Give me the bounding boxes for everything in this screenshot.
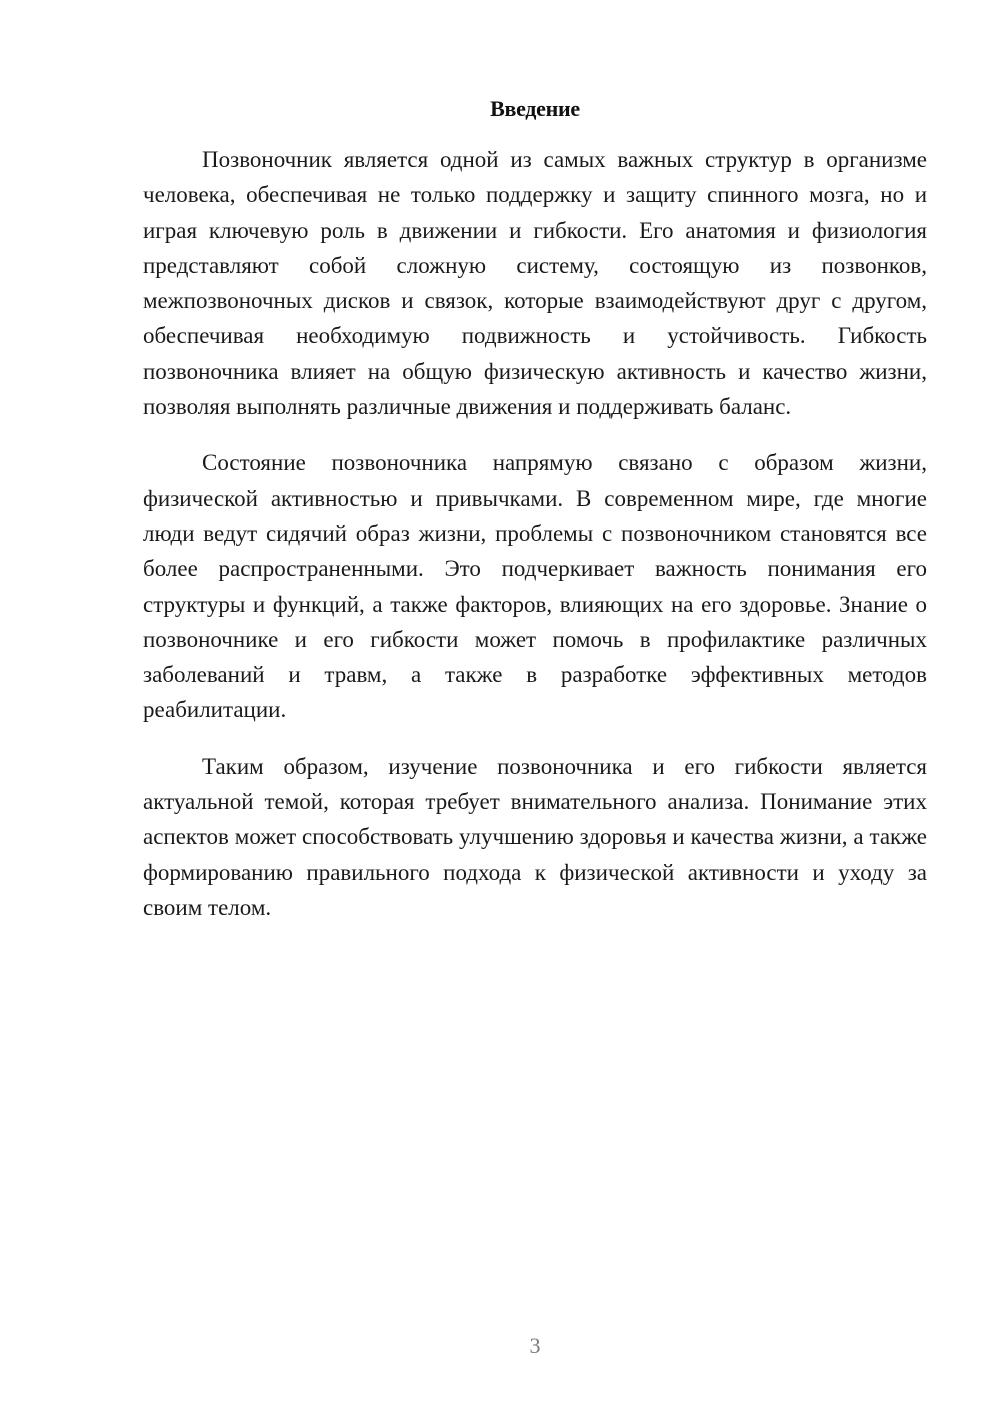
section-heading: Введение — [490, 96, 580, 121]
page-number: 3 — [529, 1333, 541, 1358]
paragraph-1: Позвоночник является одной из самых важных структур в организме человека, обеспечивая не только поддержку и защиту спинного мозга, но и играя ключевую роль в движении и гибкости. Его анатомия и физиология представляют собой сложную систему, состоящую из позвонков, межпозвоночных дисков и связок, которые взаимодействуют друг с другом, обеспечивая необходимую подвижность и устойчивость. Гибкость позвоночника влияет на общую физическую активность и качество жизни, позволяя выполнять различные движения и поддерживать баланс. — [143, 147, 927, 420]
paragraph-3: Таким образом, изучение позвоночника и его гибкости является актуальной темой, которая требует внимательного анализа. Понимание этих аспектов может способствовать улучшению здоровья и качества жизни, а также формированию правильного подхода к физической активности и уходу за своим телом. — [143, 753, 927, 920]
paragraph-2: Состояние позвоночника напрямую связано с образом жизни, физической активностью и привычками. В современном мире, где многие люди ведут сидячий образ жизни, проблемы с позвоночником становятся все более распространенными. Это подчеркивает важность понимания его структуры и функций, а также факторов, влияющих на его здоровье. Знание о позвоночнике и его гибкости может помочь в профилактике различных заболеваний и травм, а также в разработке эффективных методов реабилитации. — [143, 450, 927, 723]
body-text — [143, 142, 927, 946]
